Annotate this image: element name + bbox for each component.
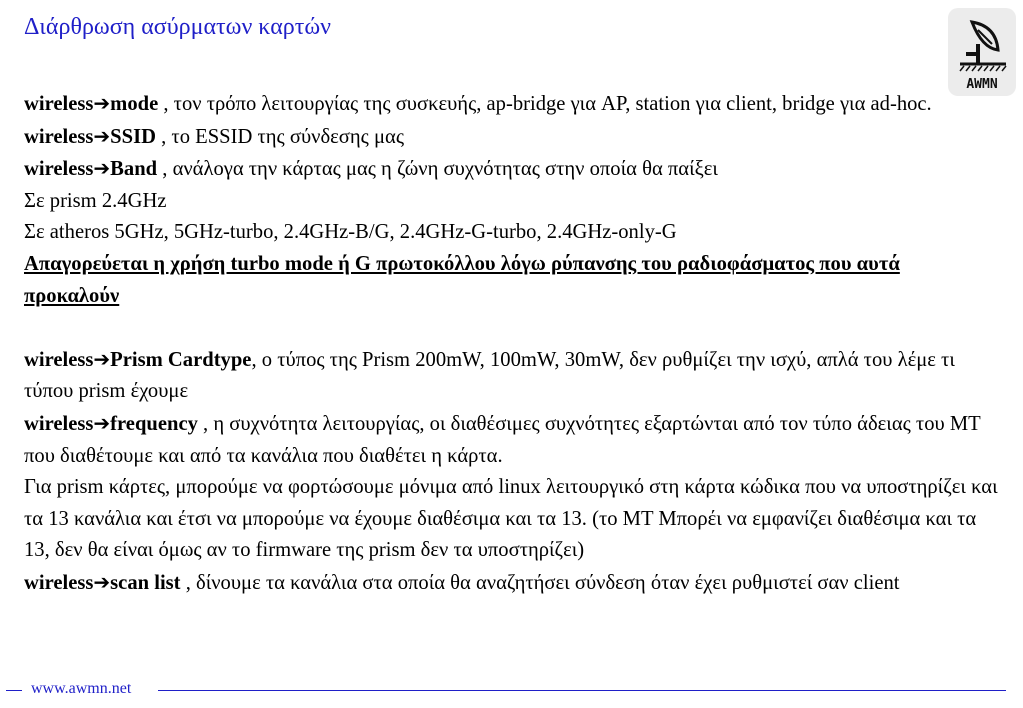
arrow-right-icon: ➔ — [93, 156, 111, 181]
logo-text: AWMN — [966, 77, 998, 92]
item-prism-cardtype: wireless➔Prism Cardtype, ο τύπος της Prism 200mW, 100mW, 30mW, δεν ρυθμίζει την ισχύ, απλά του λέμε τι τύπου prism έχουμε — [24, 346, 955, 403]
arrow-right-icon: ➔ — [93, 569, 111, 594]
prism-note: Για prism κάρτες, μπορούμε να φορτώσουμε μόνιμα από linux λειτουργικό στη κάρτα κώδικα που να υποστηρίζει και τα 13 κανάλια και έτσι να μπορούμε να έχουμε διαθέσιμα και τα 13. (το MT Μπορέι να εμφανίζει διαθέσιμα και τα 13, δεν θα είναι όμως αν το firmware της prism δεν τα υποστηρίζει) — [24, 476, 998, 562]
footer-rule-left — [6, 690, 22, 691]
slide-body — [24, 88, 999, 600]
antenna-dish-icon — [948, 8, 1016, 96]
footer-url[interactable]: www.awmn.net — [31, 680, 132, 697]
prism-line: Σε prism 2.4GHz — [24, 189, 167, 212]
footer-rule-right — [158, 690, 1006, 691]
warning-text: Απαγορεύεται η χρήση turbo mode ή G πρωτοκόλλου λόγω ρύπανσης του ραδιοφάσματος που αυτά προκαλούν — [24, 252, 900, 307]
slide-title: Διάρθρωση ασύρματων καρτών — [24, 14, 332, 40]
arrow-right-icon: ➔ — [93, 346, 111, 371]
item-band: wireless➔Band , ανάλογα την κάρτας μας η ζώνη συχνότητας στην οποία θα παίξει — [24, 156, 718, 181]
item-mode: wireless➔mode , τον τρόπο λειτουργίας της συσκευής, ap-bridge για AP, station για client, bridge για ad-hoc. — [24, 91, 932, 115]
item-ssid: wireless➔SSID , το ESSID της σύνδεσης μας — [24, 123, 404, 148]
arrow-right-icon: ➔ — [93, 91, 111, 115]
item-frequency: wireless➔frequency , η συχνότητα λειτουργίας, οι διαθέσιμες συχνότητες εξαρτώνται από τον τύπο άδειας του MT που διαθέτουμε και από τα κανάλια που διαθέτει η κάρτα. — [24, 410, 981, 467]
awmn-logo — [948, 8, 1016, 96]
atheros-line: Σε atheros 5GHz, 5GHz-turbo, 2.4GHz-B/G, 2.4GHz-G-turbo, 2.4GHz-only-G — [24, 221, 677, 244]
arrow-right-icon: ➔ — [93, 410, 111, 435]
spacer — [24, 312, 999, 344]
arrow-right-icon: ➔ — [93, 123, 111, 148]
item-scan-list: wireless➔scan list , δίνουμε τα κανάλια στα οποία θα αναζητήσει σύνδεση όταν έχει ρυθμιστεί σαν client — [24, 569, 900, 594]
